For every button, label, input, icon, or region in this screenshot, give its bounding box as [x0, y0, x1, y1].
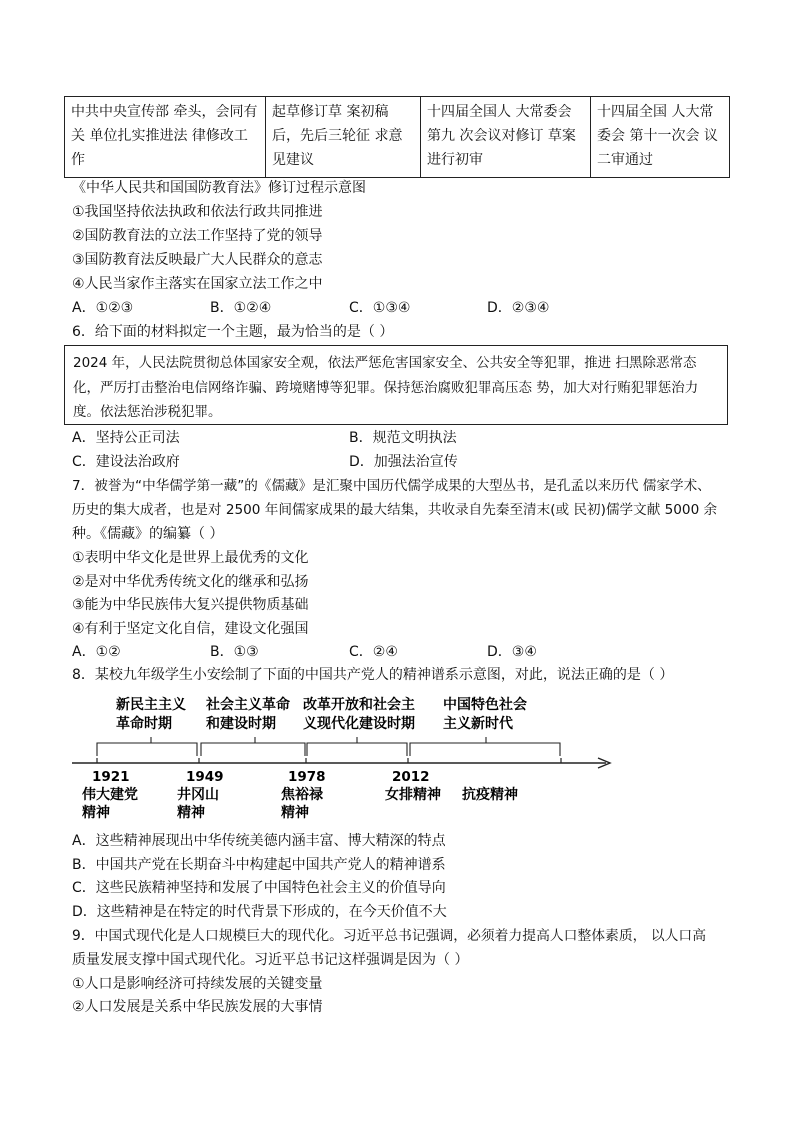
- q6-material-line-3: 度。依法惩治涉税犯罪。: [73, 404, 222, 420]
- q5-statement-3: ③国防教育法反映最广大人民群众的意志: [72, 252, 323, 268]
- q5-statement-4: ④人民当家作主落实在国家立法工作之中: [72, 276, 323, 292]
- q7-statement-3: ③能为中华民族伟大复兴提供物质基础: [72, 597, 309, 613]
- q5-option-c[interactable]: C．①③④: [349, 300, 411, 316]
- spirit-3-line-2: 精神: [281, 805, 309, 821]
- process-step-4: 十四届全国 人大常委会 第十一次会 议二审通过: [591, 97, 730, 178]
- year-1949: 1949: [186, 769, 224, 785]
- q7-stem-line-2: 历史的集大成者，也是对 2500 年间儒家成果的最大结集，共收录自先秦至清末(或 民初)儒学文献 5000 余: [72, 502, 718, 518]
- q5-option-b[interactable]: B．①②④: [210, 300, 272, 316]
- q6-material-line-1: 2024 年，人民法院贯彻总体国家安全观，依法严惩危害国家安全、公共安全等犯罪，推进 扫黑除恶常态: [73, 355, 697, 371]
- q7-option-c[interactable]: C．②④: [349, 644, 398, 660]
- q7-option-d[interactable]: D．③④: [487, 644, 537, 660]
- spirit-2-line-2: 精神: [177, 805, 205, 821]
- period-brace-1: [97, 737, 197, 756]
- period-label-1-line-2: 革命时期: [116, 716, 172, 732]
- q8-option-a[interactable]: A．这些精神展现出中华传统美德内涵丰富、博大精深的特点: [72, 833, 446, 849]
- q7-option-b[interactable]: B．①③: [210, 644, 259, 660]
- year-1921: 1921: [92, 769, 130, 785]
- q9-statement-1: ①人口是影响经济可持续发展的关键变量: [72, 976, 323, 992]
- q9-statement-2: ②人口发展是关系中华民族发展的大事情: [72, 999, 323, 1015]
- q7-statement-4: ④有利于坚定文化自信，建设文化强国: [72, 621, 309, 637]
- q5-caption: 《中华人民共和国国防教育法》修订过程示意图: [72, 180, 366, 196]
- q6-material-line-2: 化，严厉打击整治电信网络诈骗、跨境赌博等犯罪。保持惩治腐败犯罪高压态 势，加大对行贿犯罪惩治力: [73, 379, 699, 396]
- spirit-1-line-2: 精神: [82, 805, 110, 821]
- spirit-2-line-1: 井冈山: [177, 787, 219, 803]
- q8-option-b[interactable]: B．中国共产党在长期奋斗中构建起中国共产党人的精神谱系: [72, 857, 446, 873]
- period-label-4-line-2: 主义新时代: [443, 716, 513, 732]
- period-brace-2: [201, 737, 305, 756]
- period-label-4-line-1: 中国特色社会: [443, 697, 527, 713]
- q9-stem-line-2: 质量发展支撑中国式现代化。习近平总书记这样强调是因为（ ）: [72, 952, 469, 968]
- q8-option-c[interactable]: C．这些民族精神坚持和发展了中国特色社会主义的价值导向: [72, 880, 446, 896]
- process-step-3: 十四届全国人 大常委会第九 次会议对修订 草案进行初审: [421, 97, 591, 178]
- q5-statement-1: ①我国坚持依法执政和依法行政共同推进: [72, 204, 323, 220]
- spirit-5: 抗疫精神: [462, 787, 518, 803]
- year-1978: 1978: [288, 769, 326, 785]
- q6-option-c[interactable]: C．建设法治政府: [72, 454, 180, 470]
- q7-statement-1: ①表明中华文化是世界上最优秀的文化: [72, 550, 309, 566]
- period-brace-4: [410, 737, 560, 756]
- q8-stem: 8．某校九年级学生小安绘制了下面的中国共产党人的精神谱系示意图，对此，说法正确的是（ ）: [72, 667, 674, 683]
- q7-stem-line-3: 种。《儒藏》的编纂（ ）: [72, 526, 224, 542]
- period-label-3-line-1: 改革开放和社会主: [303, 697, 415, 713]
- process-step-2: 起草修订草 案初稿后，先后三轮征 求意见建议: [266, 97, 421, 178]
- period-label-3-line-2: 义现代化建设时期: [303, 716, 415, 732]
- q5-option-d[interactable]: D．②③④: [487, 300, 550, 316]
- process-step-1: 中共中央宣传部 牵头，会同有关 单位扎实推进法 律修改工作: [65, 97, 266, 178]
- period-label-1-line-1: 新民主主义: [116, 697, 186, 713]
- q6-option-b[interactable]: B．规范文明执法: [349, 430, 457, 446]
- q5-option-a[interactable]: A．①②③: [72, 300, 134, 316]
- q6-option-d[interactable]: D．加强法治宣传: [349, 454, 458, 470]
- period-label-2-line-1: 社会主义革命: [206, 697, 290, 713]
- q7-stem-line-1: 7．被誉为“中华儒学第一藏”的《儒藏》是汇聚中国历代儒学成果的大型丛书，是孔孟以来历代 儒家学术、: [72, 478, 711, 494]
- q6-stem: 6．给下面的材料拟定一个主题，最为恰当的是（ ）: [72, 324, 394, 340]
- period-brace-3: [307, 737, 407, 756]
- q6-option-a[interactable]: A．坚持公正司法: [72, 430, 180, 446]
- period-label-2-line-2: 和建设时期: [206, 716, 276, 732]
- q8-option-d[interactable]: D．这些精神是在特定的时代背景下形成的，在今天价值不大: [72, 904, 447, 920]
- q9-stem-line-1: 9．中国式现代化是人口规模巨大的现代化。习近平总书记强调，必须着力提高人口整体素质， 以人口高: [72, 928, 707, 944]
- spirit-3-line-1: 焦裕禄: [281, 787, 323, 803]
- q5-statement-2: ②国防教育法的立法工作坚持了党的领导: [72, 228, 323, 244]
- spirit-1-line-1: 伟大建党: [82, 787, 138, 803]
- spirit-4: 女排精神: [385, 787, 441, 803]
- q7-option-a[interactable]: A．①②: [72, 644, 121, 660]
- q7-statement-2: ②是对中华优秀传统文化的继承和弘扬: [72, 574, 309, 590]
- year-2012: 2012: [392, 769, 430, 785]
